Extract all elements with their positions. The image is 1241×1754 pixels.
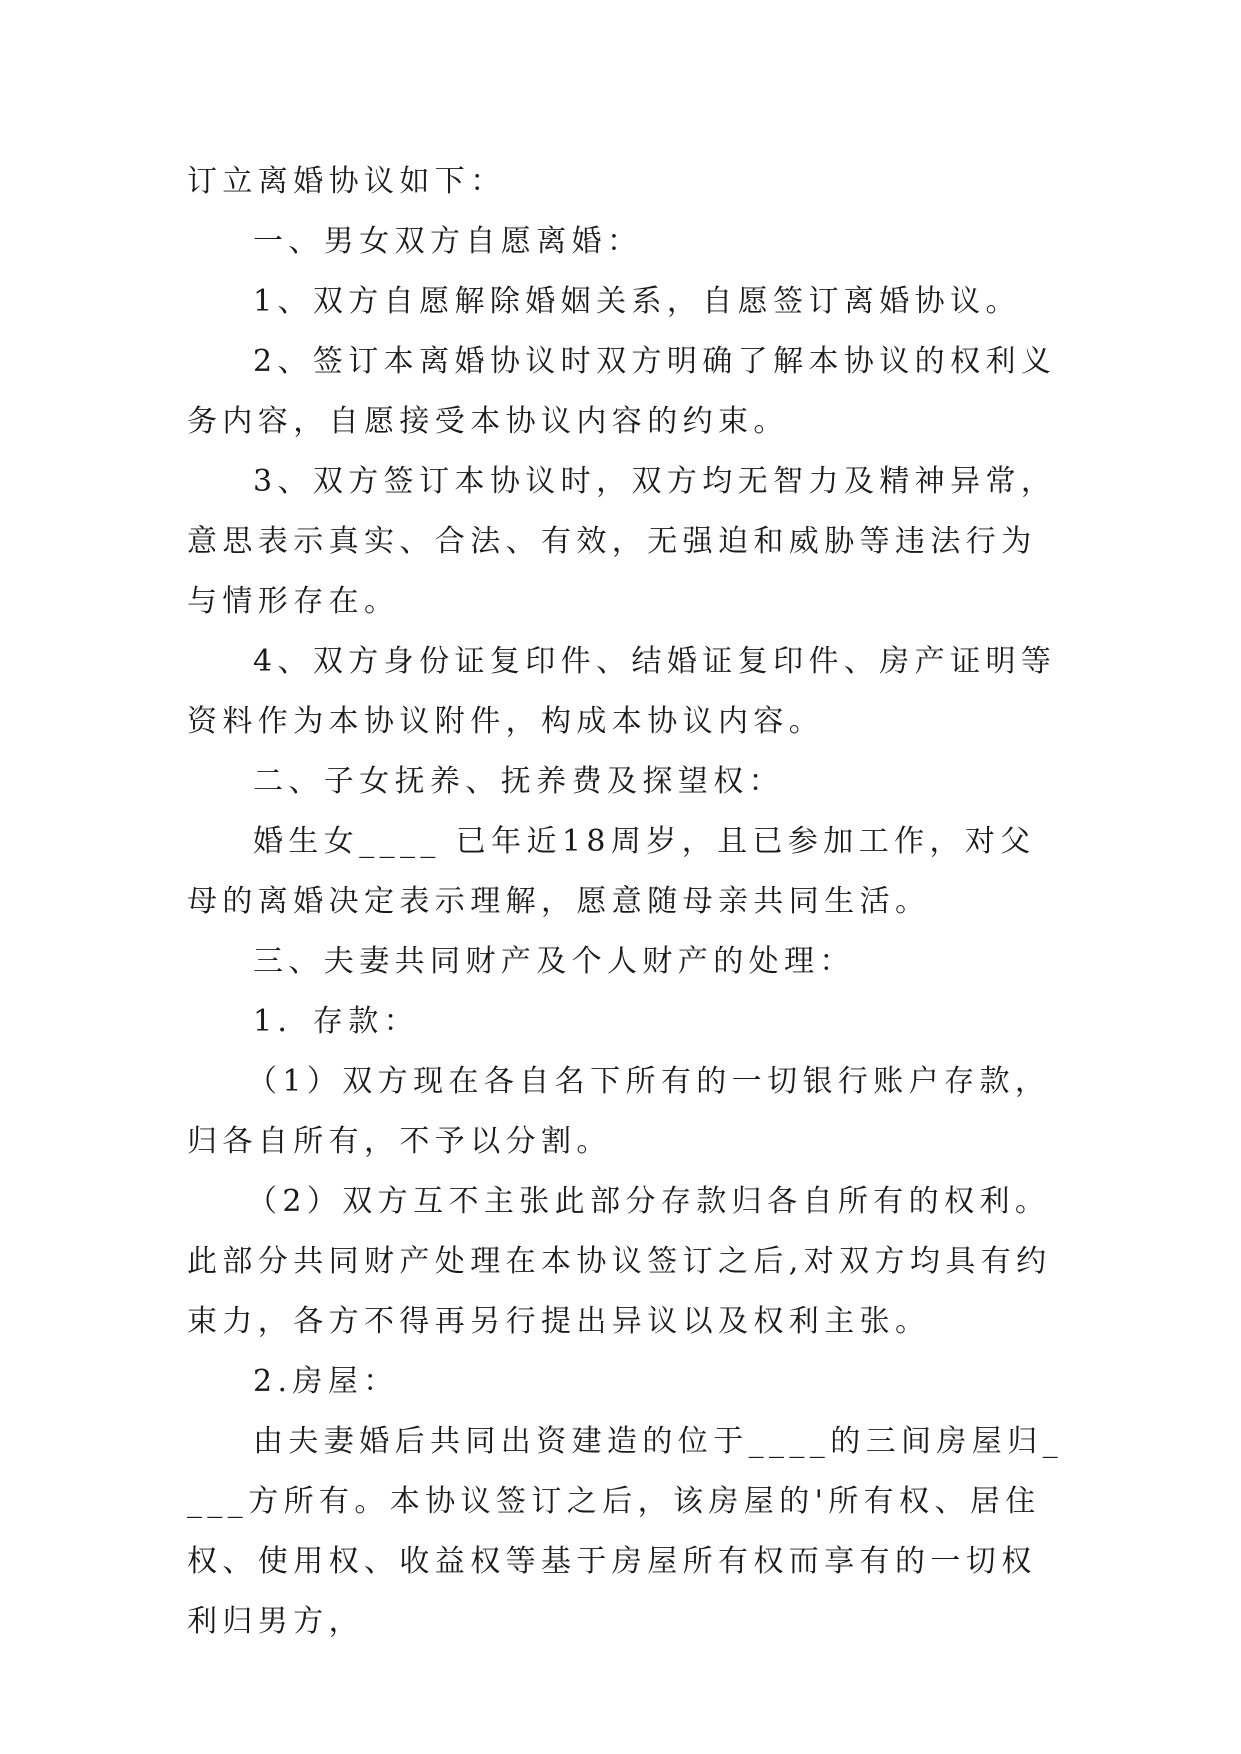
document-body <box>187 152 1067 1652</box>
section-heading-child-custody: 二、子女抚养、抚养费及探望权： <box>253 764 784 799</box>
clause-4: 4、双方身份证复印件、结婚证复印件、房产证明等资料作为本协议附件，构成本协议内容。 <box>187 644 1057 739</box>
paragraph-intro: 订立离婚协议如下： <box>187 164 506 199</box>
subheading-deposits: 1．存款： <box>253 1004 420 1039</box>
section-heading-voluntary-divorce: 一、男女双方自愿离婚： <box>253 224 643 259</box>
clause-3: 3、双方签订本协议时，双方均无智力及精神异常，意思表示真实、合法、有效，无强迫和威胁等违法行为与情形存在。 <box>187 464 1057 619</box>
deposit-clause-1: （1）双方现在各自名下所有的一切银行账户存款，归各自所有，不予以分割。 <box>187 1064 1051 1159</box>
clause-1: 1、双方自愿解除婚姻关系，自愿签订离婚协议。 <box>253 284 1021 319</box>
section-heading-property: 三、夫妻共同财产及个人财产的处理： <box>253 944 855 979</box>
subheading-house: 2.房屋： <box>253 1364 399 1399</box>
clause-2: 2、签订本离婚协议时双方明确了解本协议的权利义务内容，自愿接受本协议内容的约束。 <box>187 344 1057 439</box>
house-clause: 由夫妻婚后共同出资建造的位于____的三间房屋归____方所有。本协议签订之后，该房屋的'所有权、居住权、使用权、收益权等基于房屋所有权而享有的一切权利归男方， <box>187 1424 1063 1639</box>
deposit-clause-2: （2）双方互不主张此部分存款归各自所有的权利。此部分共同财产处理在本协议签订之后,对双方均具有约束力，各方不得再另行提出异议以及权利主张。 <box>187 1184 1052 1339</box>
child-custody-text: 婚生女____ 已年近18周岁，且已参加工作，对父母的离婚决定表示理解，愿意随母亲共同生活。 <box>187 824 1036 919</box>
